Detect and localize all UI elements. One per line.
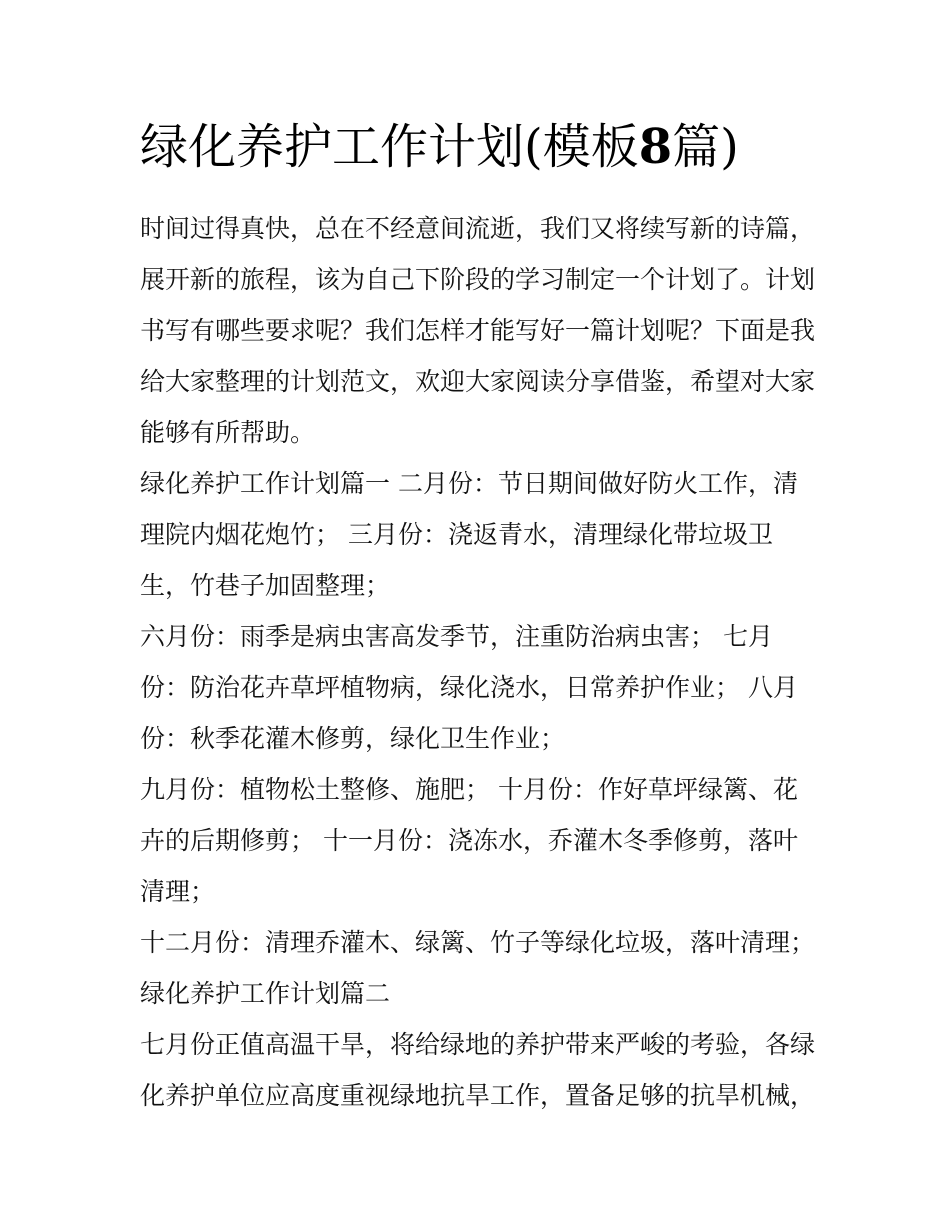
page-title <box>140 112 739 182</box>
text-line: 绿化养护工作计划篇一 二月份：节日期间做好防火工作，清 <box>140 469 798 498</box>
text-line: 清理； <box>140 877 216 906</box>
text-line: 九月份：植物松土整修、施肥； 十月份：作好草坪绿篱、花 <box>140 775 798 804</box>
text-line: 给大家整理的计划范文，欢迎大家阅读分享借鉴，希望对大家 <box>140 367 816 396</box>
title-prefix: 绿化养护工作计划(模板 <box>140 119 639 175</box>
text-line: 卉的后期修剪； 十一月份：浇冻水，乔灌木冬季修剪，落叶 <box>140 826 798 855</box>
paragraph-september-november <box>140 764 816 917</box>
paragraph-intro <box>140 203 816 458</box>
text-line: 能够有所帮助。 <box>140 418 316 447</box>
text-line: 六月份：雨季是病虫害高发季节，注重防治病虫害； 七月 <box>140 622 773 651</box>
paragraph-plan-one <box>140 458 816 611</box>
text-line: 展开新的旅程，该为自己下阶段的学习制定一个计划了。计划 <box>140 265 816 294</box>
text-line: 理院内烟花炮竹； 三月份：浇返青水，清理绿化带垃圾卫 <box>140 520 773 549</box>
text-line: 份：秋季花灌木修剪，绿化卫生作业； <box>140 724 566 753</box>
text-line: 七月份正值高温干旱，将给绿地的养护带来严峻的考验，各绿 <box>140 1030 816 1059</box>
paragraph-december <box>140 917 816 968</box>
text-line: 化养护单位应高度重视绿地抗旱工作，置备足够的抗旱机械， <box>140 1081 816 1110</box>
text-line: 生，竹巷子加固整理； <box>140 571 391 600</box>
document-body <box>140 203 816 1121</box>
title-suffix: 篇) <box>672 119 739 175</box>
paragraph-june-august <box>140 611 816 764</box>
section-heading-plan-two <box>140 968 816 1019</box>
text-line: 书写有哪些要求呢？我们怎样才能写好一篇计划呢？下面是我 <box>140 316 816 345</box>
paragraph-plan-two <box>140 1019 816 1121</box>
text-line: 时间过得真快，总在不经意间流逝，我们又将续写新的诗篇， <box>140 214 816 243</box>
text-line: 份：防治花卉草坪植物病，绿化浇水，日常养护作业； 八月 <box>140 673 798 702</box>
text-line: 绿化养护工作计划篇二 <box>140 979 391 1008</box>
text-line: 十二月份：清理乔灌木、绿篱、竹子等绿化垃圾，落叶清理； <box>140 928 816 957</box>
title-number: 8 <box>638 119 673 175</box>
